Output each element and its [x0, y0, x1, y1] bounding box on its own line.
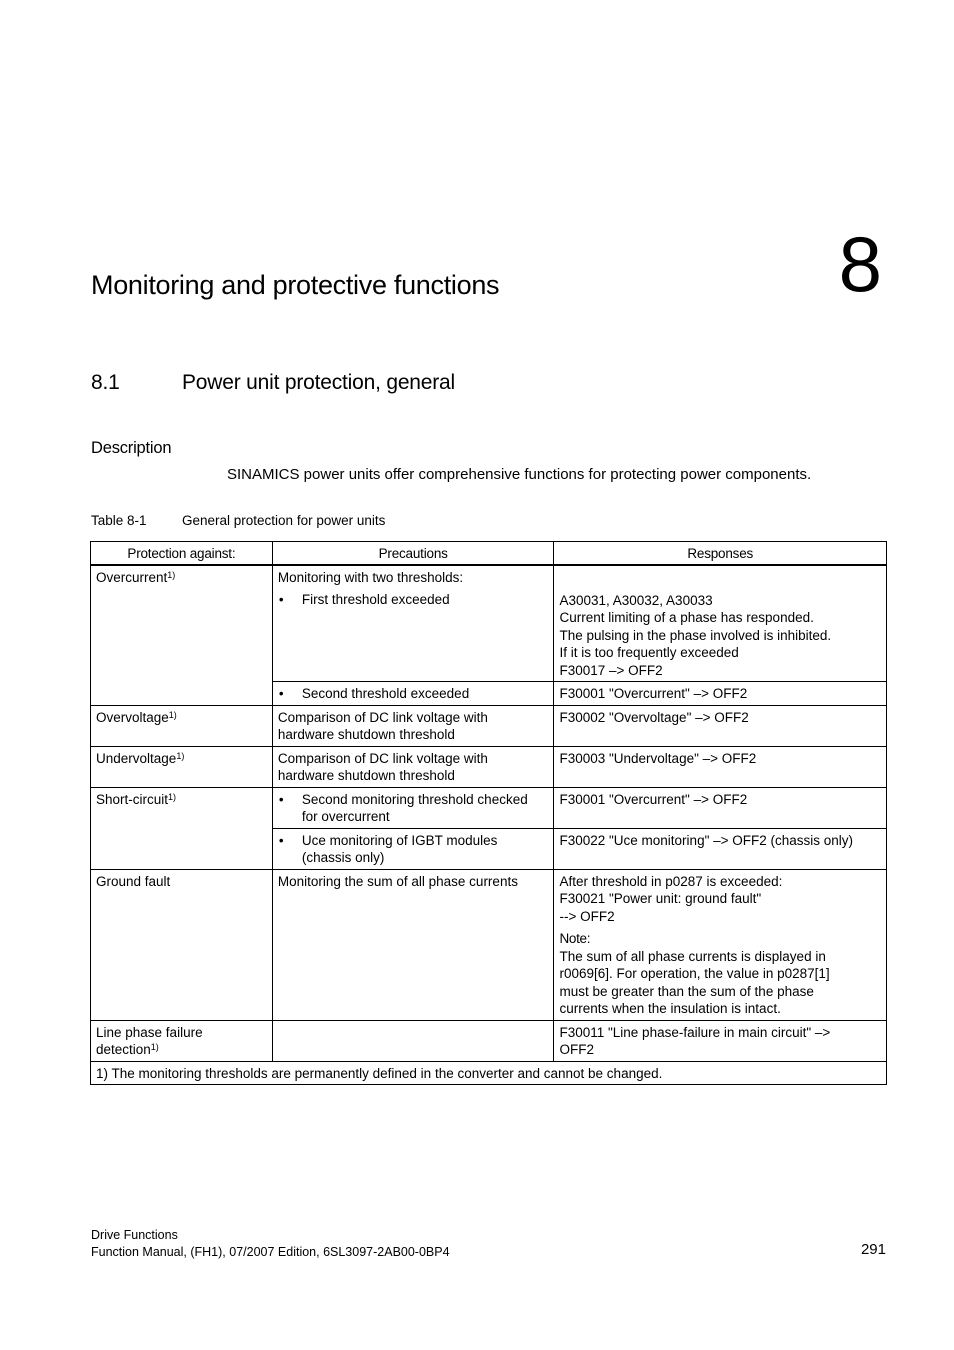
table-row [91, 565, 887, 682]
header-responses: Responses [554, 542, 887, 565]
response-cell: F30002 "Overvoltage" –> OFF2 [554, 705, 887, 746]
response-line: The pulsing in the phase involved is inhibited. [559, 627, 832, 643]
footnote-marker: 1) [168, 709, 177, 720]
note-line: r0069[6]. For operation, the value in p0287[1] [559, 966, 830, 981]
row-label-line-phase-failure [91, 1020, 273, 1061]
response-line: --> OFF2 [559, 908, 615, 924]
response-line: F30021 "Power unit: ground fault" [559, 891, 762, 906]
response-line: If it is too frequently exceeded [559, 645, 739, 660]
precaution-cell [272, 828, 554, 869]
footnote-marker: 1) [167, 569, 176, 580]
chapter-title: Monitoring and protective functions [91, 270, 500, 300]
precaution-cell [272, 565, 554, 682]
section-number: 8.1 [91, 371, 120, 394]
bullet-icon: • [278, 832, 284, 848]
label-text: Overcurrent [96, 569, 168, 585]
footnote-marker: 1) [150, 1042, 159, 1052]
response-line: A30031, A30032, A30033 [559, 592, 713, 608]
bullet-line: (chassis only) [301, 850, 385, 865]
precaution-line: hardware shutdown threshold [277, 727, 455, 742]
response-cell: F30001 "Overcurrent" –> OFF2 [554, 787, 887, 828]
response-line: F30011 "Line phase-failure in main circuit" –> [559, 1024, 831, 1040]
response-line: F30017 –> OFF2 [559, 662, 663, 678]
protection-table [90, 541, 887, 1085]
note-label: Note [559, 931, 587, 946]
response-cell: F30003 "Undervoltage" –> OFF2 [554, 746, 887, 787]
precaution-intro: Monitoring with two thresholds: [277, 569, 464, 585]
row-label-ground-fault: Ground fault [91, 869, 273, 1020]
footer-document-info [91, 1227, 450, 1260]
table-caption-title: General protection for power units [182, 513, 386, 528]
bullet-line: Second monitoring threshold checked [301, 791, 528, 807]
label-line: Line phase failure [96, 1024, 203, 1040]
bullet-icon: • [278, 686, 284, 701]
note-line: The sum of all phase currents is displayed in [559, 948, 826, 964]
bullet-icon: • [278, 791, 284, 807]
precaution-cell [272, 682, 554, 706]
header-protection-against: Protection against: [91, 542, 273, 565]
precaution-cell [272, 787, 554, 828]
table-row [91, 787, 887, 828]
intro-paragraph: SINAMICS power units offer comprehensive functions for protecting power components. [227, 466, 812, 483]
bullet-item [278, 591, 549, 609]
row-label-short-circuit [91, 787, 273, 869]
row-label-overvoltage [91, 705, 273, 746]
bullet-item [278, 791, 549, 826]
bullet-line: for overcurrent [301, 809, 390, 824]
table-footnote: 1) The monitoring thresholds are permanently defined in the converter and cannot be changed. [91, 1061, 887, 1085]
bullet-text [302, 832, 498, 867]
bullet-text: First threshold exceeded [301, 592, 450, 607]
precaution-cell: Monitoring the sum of all phase currents [272, 869, 554, 1020]
section-title: Power unit protection, general [182, 371, 455, 394]
response-cell: F30001 "Overcurrent" –> OFF2 [554, 682, 887, 706]
footnote-marker: 1) [168, 791, 177, 802]
bullet-line: Uce monitoring of IGBT modules [301, 832, 498, 848]
precaution-cell [272, 746, 554, 787]
note-line: currents when the insulation is intact. [559, 1001, 781, 1016]
response-line: After threshold in p0287 is exceeded: [559, 873, 783, 889]
table-row [91, 746, 887, 787]
label-line: detection [96, 1042, 151, 1057]
precaution-cell [272, 705, 554, 746]
precaution-line: hardware shutdown threshold [277, 768, 455, 783]
response-cell [554, 565, 887, 682]
precaution-line: Comparison of DC link voltage with [277, 709, 488, 725]
response-cell: F30022 "Uce monitoring" –> OFF2 (chassis only) [554, 828, 887, 869]
table-row [91, 1020, 887, 1061]
note-heading [559, 930, 881, 948]
table-row [91, 869, 887, 1020]
page-number: 291 [860, 1241, 886, 1258]
note-line: must be greater than the sum of the phase [559, 983, 814, 999]
bullet-item [278, 685, 549, 703]
bullet-text: Second threshold exceeded [301, 686, 470, 701]
table-header-row [91, 542, 887, 565]
row-label-undervoltage [91, 746, 273, 787]
header-precautions: Precautions [272, 542, 554, 565]
bullet-icon: • [278, 592, 284, 607]
label-text: Undervoltage [96, 750, 177, 766]
table-row [91, 705, 887, 746]
precaution-cell-empty [272, 1020, 554, 1061]
footer-line-2: Function Manual, (FH1), 07/2007 Edition, 6SL3097-2AB00-0BP4 [91, 1244, 450, 1259]
response-line: Current limiting of a phase has responded. [559, 610, 814, 625]
row-label-overcurrent [91, 565, 273, 706]
footer-line-1: Drive Functions [91, 1228, 178, 1242]
bullet-text [302, 791, 528, 826]
table-footnote-row [91, 1061, 887, 1085]
precaution-line: Comparison of DC link voltage with [277, 750, 488, 766]
response-line: OFF2 [559, 1042, 594, 1057]
label-text: Overvoltage [96, 709, 169, 725]
label-text: Short-circuit [96, 791, 169, 807]
section-heading [91, 371, 455, 395]
subheading-description: Description [91, 439, 172, 457]
table-caption-number: Table 8-1 [91, 513, 147, 528]
table-caption [91, 513, 385, 528]
response-cell [554, 1020, 887, 1061]
response-cell [554, 869, 887, 1020]
footnote-marker: 1) [176, 750, 185, 761]
chapter-number: 8 [838, 220, 882, 308]
bullet-item [278, 832, 549, 867]
note-colon: : [586, 931, 591, 946]
